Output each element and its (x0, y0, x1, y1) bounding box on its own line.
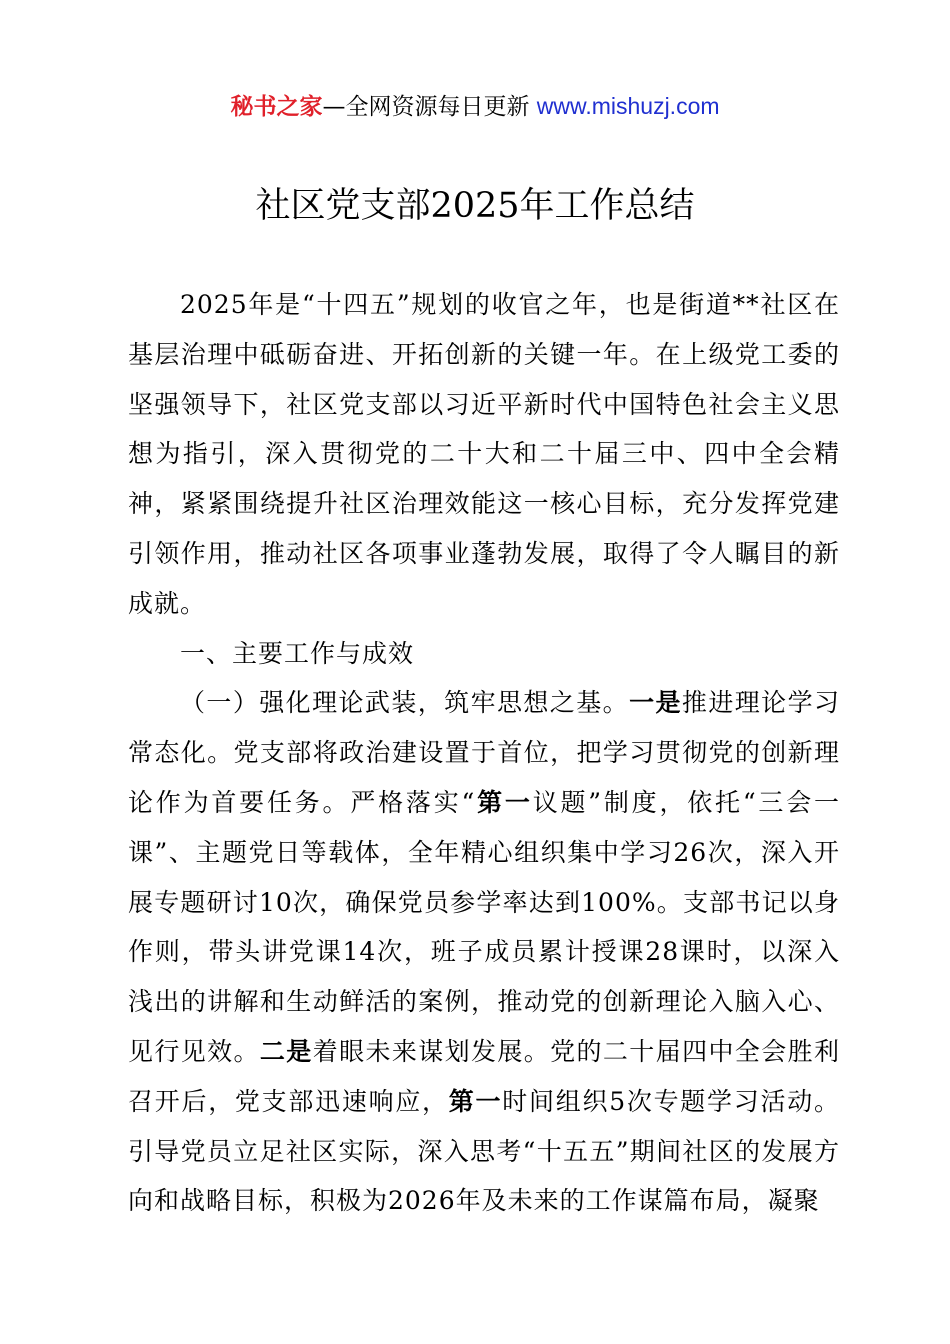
document-title: 社区党支部2025年工作总结 (255, 186, 695, 226)
section-paragraph (128, 678, 840, 1226)
section-heading: 一、主要工作与成效 (180, 638, 415, 668)
point-label: 一是 (629, 688, 682, 718)
point-text: 时间组织5次专题学习活动。引导党员立足社区实际，深入思考“十五五”期间社区的发展方向和战略目标，积极为2026年及未来的工作谋篇布局，凝聚 (128, 1086, 840, 1216)
site-name: 秘书之家 (230, 94, 323, 120)
site-url-link[interactable]: www.mishuzj.com (536, 93, 720, 119)
point-text: 推进理论学习常态化。党支部将政治建设置于首位，把学习贯彻党的创新理论作为首要任务。严格落实“ (128, 688, 840, 817)
intro-paragraph: 2025年是“十四五”规划的收官之年，也是街道**社区在基层治理中砥砺奋进、开拓创新的关键一年。在上级党工委的坚强领导下，社区党支部以习近平新时代中国特色社会主义思想为指引，深入贯彻党的二十大和二十届三中、四中全会精神，紧紧围绕提升社区治理效能这一核心目标，充分发挥党建引领作用，推动社区各项事业蓬勃发展，取得了令人瞩目的新成就。 (128, 290, 840, 618)
point-text: 着眼未来谋划发展。党的二十届四中全会胜利召开后，党支部迅速响应， (128, 1036, 840, 1116)
site-tagline: —全网资源每日更新 (322, 94, 537, 120)
emphasis-text: 第一 (448, 1086, 503, 1116)
watermark-header (0, 88, 950, 125)
point-label: 二是 (259, 1036, 313, 1066)
document-body (128, 280, 840, 1226)
emphasis-text: 第一 (475, 787, 533, 817)
subsection-heading: （一）强化理论武装，筑牢思想之基。 (180, 688, 630, 718)
point-text: 议题”制度，依托“三会一课”、主题党日等载体，全年精心组织集中学习26次，深入开展专题研讨10次，确保党员参学率达到100%。支部书记以身作则，带头讲党课14次，班子成员累计授课28课时，以深入浅出的讲解和生动鲜活的案例，推动党的创新理论入脑入心、见行见效。 (128, 787, 840, 1066)
